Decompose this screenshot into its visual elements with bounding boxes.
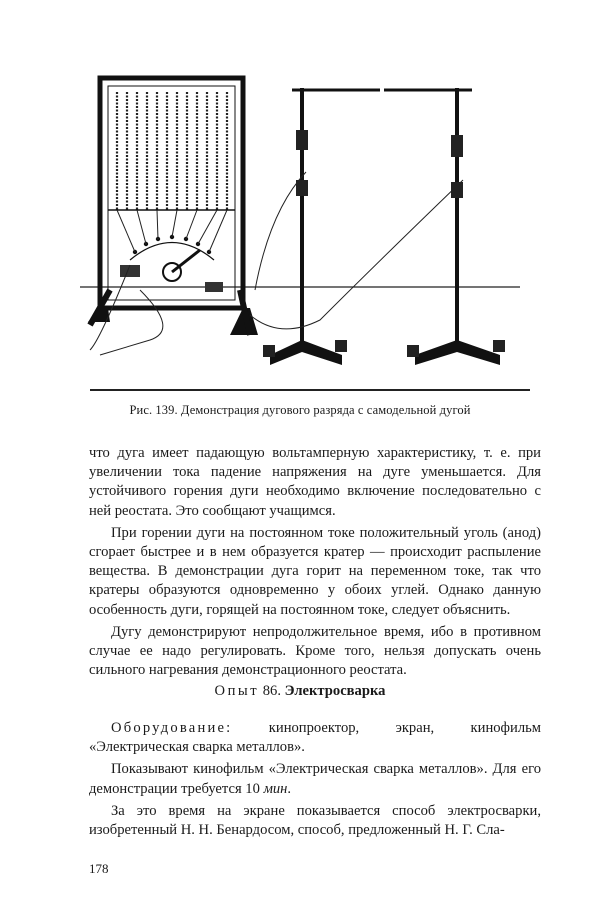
- page-number: 178: [89, 861, 109, 876]
- unit-min: мин: [263, 780, 288, 797]
- equipment-paragraph: [89, 719, 541, 757]
- paragraph: что дуга имеет падающую вольтамперную характеристику, т. е. при увеличении тока падение напряжения на дуге уменьшается. Для устойчивого горения дуги необходимо включение последовательно с ней реостата. Это сообщают учащимся.: [89, 445, 541, 519]
- body-text-bottom: [89, 719, 541, 840]
- section-prefix: Опыт: [214, 683, 260, 699]
- show-end: .: [287, 780, 292, 797]
- paragraph: При горении дуги на постоянном токе положительный уголь (анод) сгорает быстрее и в нем образуется кратер — происходит распыление вещества. В демонстрации дуга горит на переменном токе, так что кратеры образуются одновременно у обоих углей. Однако данную особенность дуги, горящей на постоянном токе, следует объяснить.: [89, 524, 541, 618]
- paragraph: Дугу демонстрируют непродолжительное время, ибо в противном случае ее надо регулировать. Кроме того, нельзя допускать очень сильного нагревания демонстрационного реостата.: [89, 623, 541, 679]
- section-number: 86.: [262, 683, 281, 699]
- equipment-text: кинопроектор, экран, кинофильм «Электрическая сварка металлов».: [89, 720, 541, 756]
- equipment-label: Оборудование:: [111, 720, 233, 736]
- body-text-top: [89, 444, 541, 680]
- apparatus-illustration: [80, 60, 540, 400]
- section-title: Электросварка: [284, 683, 386, 699]
- paragraph: За это время на экране показывается способ электросварки, изобретенный Н. Н. Бенардосом, способ, предложенный Н. Г. Сла-: [89, 802, 541, 839]
- show-text: Показывают кинофильм «Электрическая сварка металлов». Для его демонстрации требуется 10: [89, 761, 541, 797]
- paragraph: [89, 760, 541, 798]
- figure-illustration: [80, 60, 540, 400]
- section-heading: [0, 683, 600, 700]
- figure-caption: Рис. 139. Демонстрация дугового разряда с самодельной дугой: [129, 403, 471, 417]
